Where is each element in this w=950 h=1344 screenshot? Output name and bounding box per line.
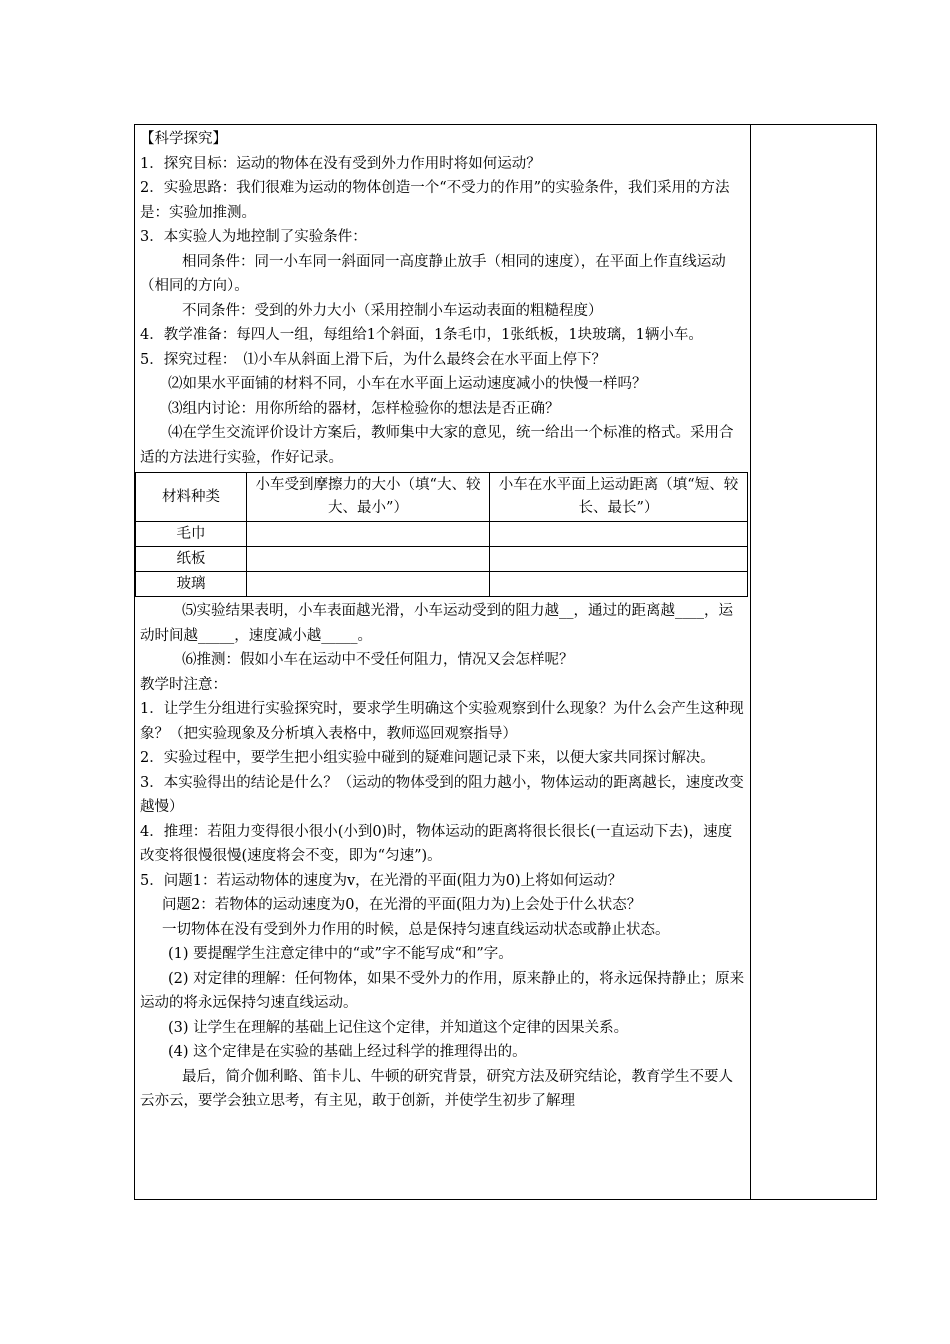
text-line: 3．本实验人为地控制了实验条件： (140, 229, 367, 245)
text-line: 5．探究过程： ⑴小车从斜面上滑下后，为什么最终会在水平面上停下？ (140, 351, 606, 368)
experiment-table (135, 472, 748, 597)
text-line: 1．探究目标：运动的物体在没有受到外力作用时将如何运动？ (140, 155, 541, 172)
text-line: ⑷在学生交流评价设计方案后，教师集中大家的意见，统一给出一个标准的格式。采用合适的方法进行实验，作好记录。 (140, 425, 734, 466)
text-line: ⑹推测：假如小车在运动中不受任何阻力，情况又会怎样呢？ (182, 652, 574, 668)
table-header-cell: 小车受到摩擦力的大小（填“大、较大、最小”） (247, 473, 490, 522)
text-line: (3) 让学生在理解的基础上记住这个定律，并知道这个定律的因果关系。 (168, 1019, 629, 1036)
text-line: 4．教学准备：每四人一组，每组给1个斜面，1条毛巾，1张纸板，1块玻璃，1辆小车。 (140, 327, 703, 343)
table-cell: 玻璃 (136, 572, 247, 597)
text-line: 1．让学生分组进行实验探究时，要求学生明确这个实验观察到什么现象？为什么会产生这种现象？（把实验现象及分析填入表格中，教师巡回观察指导） (140, 701, 744, 742)
text-line: 5．问题1：若运动物体的速度为v，在光滑的平面(阻力为0)上将如何运动？ (140, 872, 623, 889)
table-header-cell: 材料种类 (136, 473, 247, 522)
text-line: 教学时注意： (140, 676, 227, 693)
table-row (136, 572, 748, 597)
text-line: ⑶组内讨论：用你所给的器材，怎样检验你的想法是否正确？ (168, 400, 560, 417)
text-line: 问题2：若物体的运动速度为0，在光滑的平面(阻力为)上会处于什么状态？ (162, 897, 642, 913)
table-row (136, 522, 748, 547)
text-line: ⑸实验结果表明，小车表面越光滑，小车运动受到的阻力越__，通过的距离越____，运动时间越_____，速度减小越_____。 (140, 603, 733, 644)
text-line: 2．实验过程中，要学生把小组实验中碰到的疑难问题记录下来，以便大家共同探讨解决。 (140, 750, 715, 766)
text-line: 4．推理：若阻力变得很小很小(小到0)时，物体运动的距离将很长很长(一直运动下去)，速度改变将很慢很慢(速度将会不变，即为“匀速”)。 (140, 823, 733, 864)
lesson-table-frame (134, 124, 877, 1200)
text-line: ⑵如果水平面铺的材料不同，小车在水平面上运动速度减小的快慢一样吗？ (168, 376, 647, 392)
text-line: (1) 要提醒学生注意定律中的“或”字不能写成“和”字。 (168, 946, 513, 962)
section-heading: 【科学探究】 (140, 131, 227, 147)
table-cell (490, 547, 748, 572)
table-header-cell: 小车在水平面上运动距离（填“短、较长、最长”） (490, 473, 748, 522)
lesson-content (140, 127, 746, 1114)
text-line: (2) 对定律的理解：任何物体，如果不受外力的作用，原来静止的，将永远保持静止；原来运动的将永远保持匀速直线运动。 (140, 970, 745, 1011)
text-line: (4) 这个定律是在实验的基础上经过科学的推理得出的。 (168, 1044, 527, 1060)
text-line: 不同条件：受到的外力大小（采用控制小车运动表面的粗糙程度） (182, 302, 603, 319)
table-cell: 毛巾 (136, 522, 247, 547)
text-line: 3．本实验得出的结论是什么？（运动的物体受到的阻力越小，物体运动的距离越长，速度改变越慢） (140, 774, 744, 815)
table-cell (247, 547, 490, 572)
table-cell (247, 522, 490, 547)
table-cell (490, 522, 748, 547)
table-header-row (136, 473, 748, 522)
text-line: 相同条件：同一小车同一斜面同一高度静止放手（相同的速度），在平面上作直线运动（相同的方向）。 (140, 253, 726, 294)
text-line: 最后，简介伽利略、笛卡儿、牛顿的研究背景，研究方法及研究结论，教育学生不要人云亦云，要学会独立思考，有主见，敢于创新，并使学生初步了解理 (140, 1068, 733, 1109)
table-cell: 纸板 (136, 547, 247, 572)
text-line: 一切物体在没有受到外力作用的时候，总是保持匀速直线运动状态或静止状态。 (162, 921, 670, 938)
text-line: 2．实验思路：我们很难为运动的物体创造一个“不受力的作用”的实验条件，我们采用的方法是：实验加推测。 (140, 180, 730, 221)
table-row (136, 547, 748, 572)
column-divider (750, 125, 751, 1199)
table-cell (247, 572, 490, 597)
table-cell (490, 572, 748, 597)
